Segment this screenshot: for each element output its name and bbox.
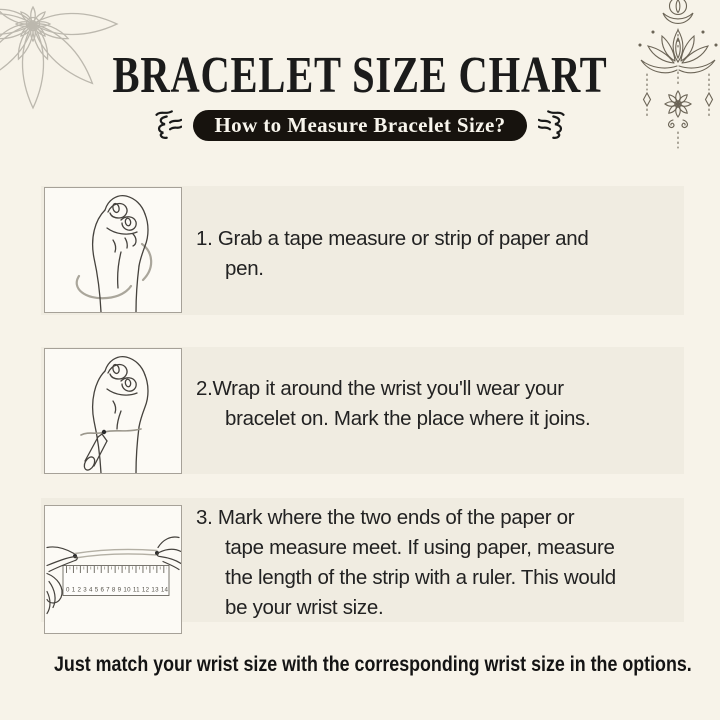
subtitle-row (0, 107, 720, 143)
step-3-illustration-frame (44, 505, 182, 634)
step-2-text-line-2: bracelet on. Mark the place where it joins. (225, 407, 591, 430)
subtitle-badge: How to Measure Bracelet Size? (193, 110, 526, 141)
page-title: BRACELET SIZE CHART (112, 47, 608, 104)
fist-with-pen-marking-wrist-icon (45, 349, 181, 473)
fist-with-tape-loop-icon (45, 188, 181, 312)
step-row-3 (41, 498, 684, 622)
step-2-text (196, 374, 702, 434)
step-row-1 (41, 186, 684, 315)
step-1-text (196, 224, 702, 284)
step-3-text-line-4: be your wrist size. (225, 596, 384, 619)
step-2-illustration-frame (44, 348, 182, 474)
step-1-text-line-1: 1. Grab a tape measure or strip of paper and (196, 227, 589, 250)
step-3-text-line-3: the length of the strip with a ruler. This would (225, 566, 616, 589)
step-2-text-line-1: 2.Wrap it around the wrist you'll wear your (196, 377, 564, 400)
step-1-illustration-frame (44, 187, 182, 313)
step-row-2 (41, 347, 684, 474)
ruler-numbers: 0 1 2 3 4 5 6 7 8 9 10 11 12 13 14 (66, 586, 168, 594)
step-3-text-line-1: 3. Mark where the two ends of the paper or (196, 506, 575, 529)
flourish-right-icon (538, 107, 572, 143)
step-3-text-line-2: tape measure meet. If using paper, measure (225, 536, 615, 559)
step-3-text (196, 503, 702, 623)
step-1-text-line-2: pen. (225, 257, 264, 280)
hands-measuring-strip-with-ruler-icon (45, 506, 181, 633)
flourish-left-icon (148, 107, 182, 143)
footer-note: Just match your wrist size with the corresponding wrist size in the options. (54, 653, 692, 676)
